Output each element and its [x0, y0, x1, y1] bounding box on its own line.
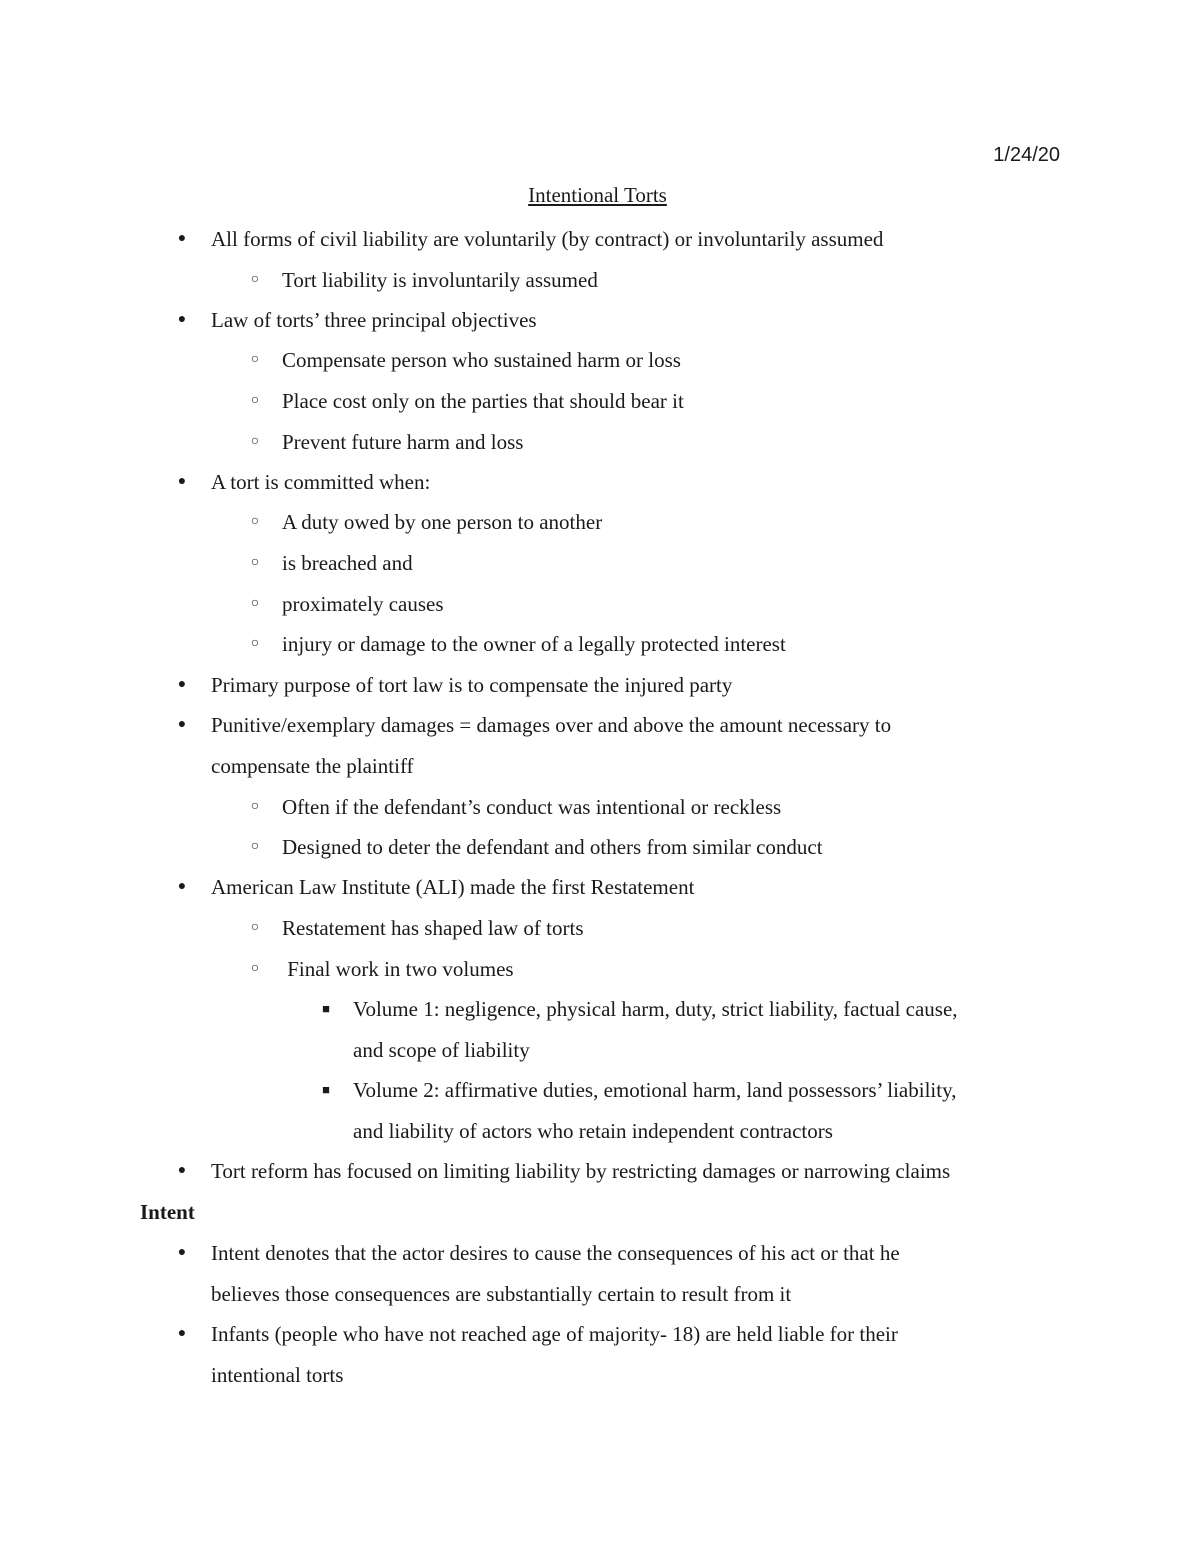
list-item-continuation: and scope of liability — [353, 1038, 530, 1062]
bullet-dot-icon: ● — [177, 231, 187, 246]
bullet-circle-icon: ○ — [250, 434, 260, 449]
list-item: Compensate person who sustained harm or loss — [282, 348, 681, 372]
bullet-dot-icon: ● — [177, 1326, 187, 1341]
bullet-square-icon: ■ — [322, 1001, 330, 1016]
list-item: Restatement has shaped law of torts — [282, 916, 584, 940]
list-item-continuation: and liability of actors who retain independent contractors — [353, 1119, 833, 1143]
bullet-dot-icon: ● — [177, 677, 187, 692]
bullet-dot-icon: ● — [177, 474, 187, 489]
section-heading: Intent — [140, 1200, 195, 1224]
date: 1/24/20 — [993, 144, 1060, 166]
bullet-circle-icon: ○ — [250, 839, 260, 854]
list-item: American Law Institute (ALI) made the first Restatement — [211, 875, 695, 899]
bullet-circle-icon: ○ — [250, 961, 260, 976]
bullet-circle-icon: ○ — [250, 555, 260, 570]
list-item: Intent denotes that the actor desires to cause the consequences of his act or that he — [211, 1241, 900, 1265]
bullet-dot-icon: ● — [177, 1245, 187, 1260]
bullet-dot-icon: ● — [177, 879, 187, 894]
list-item: Tort reform has focused on limiting liability by restricting damages or narrowing claims — [211, 1159, 951, 1183]
list-item: A tort is committed when: — [211, 470, 431, 494]
list-item: injury or damage to the owner of a legally protected interest — [282, 632, 786, 656]
bullet-circle-icon: ○ — [250, 352, 260, 367]
bullet-circle-icon: ○ — [250, 636, 260, 651]
list-item: Final work in two volumes — [282, 957, 514, 981]
list-item: Prevent future harm and loss — [282, 430, 524, 454]
bullet-circle-icon: ○ — [250, 514, 260, 529]
bullet-square-icon: ■ — [322, 1082, 330, 1097]
list-item: Designed to deter the defendant and others from similar conduct — [282, 835, 823, 859]
list-item-continuation: believes those consequences are substantially certain to result from it — [211, 1282, 792, 1306]
list-item-continuation: compensate the plaintiff — [211, 754, 414, 778]
list-item: A duty owed by one person to another — [282, 510, 603, 534]
list-item: Primary purpose of tort law is to compensate the injured party — [211, 673, 733, 697]
bullet-circle-icon: ○ — [250, 596, 260, 611]
list-item: Volume 1: negligence, physical harm, duty, strict liability, factual cause, — [353, 997, 958, 1021]
list-item: Law of torts’ three principal objectives — [211, 308, 537, 332]
bullet-dot-icon: ● — [177, 717, 187, 732]
bullet-circle-icon: ○ — [250, 799, 260, 814]
list-item: Tort liability is involuntarily assumed — [282, 268, 598, 292]
bullet-circle-icon: ○ — [250, 393, 260, 408]
bullet-dot-icon: ● — [177, 312, 187, 327]
list-item: Infants (people who have not reached age of majority- 18) are held liable for their — [211, 1322, 898, 1346]
list-item: Often if the defendant’s conduct was intentional or reckless — [282, 795, 782, 819]
list-item-continuation: intentional torts — [211, 1363, 344, 1387]
list-item: All forms of civil liability are voluntarily (by contract) or involuntarily assumed — [211, 227, 884, 251]
list-item: Volume 2: affirmative duties, emotional harm, land possessors’ liability, — [353, 1078, 957, 1102]
bullet-dot-icon: ● — [177, 1163, 187, 1178]
list-item: Place cost only on the parties that should bear it — [282, 389, 684, 413]
page-title: Intentional Torts — [528, 183, 667, 207]
list-item: proximately causes — [282, 592, 444, 616]
list-item: is breached and — [282, 551, 413, 575]
list-item: Punitive/exemplary damages = damages over and above the amount necessary to — [211, 713, 892, 737]
bullet-circle-icon: ○ — [250, 272, 260, 287]
bullet-circle-icon: ○ — [250, 920, 260, 935]
